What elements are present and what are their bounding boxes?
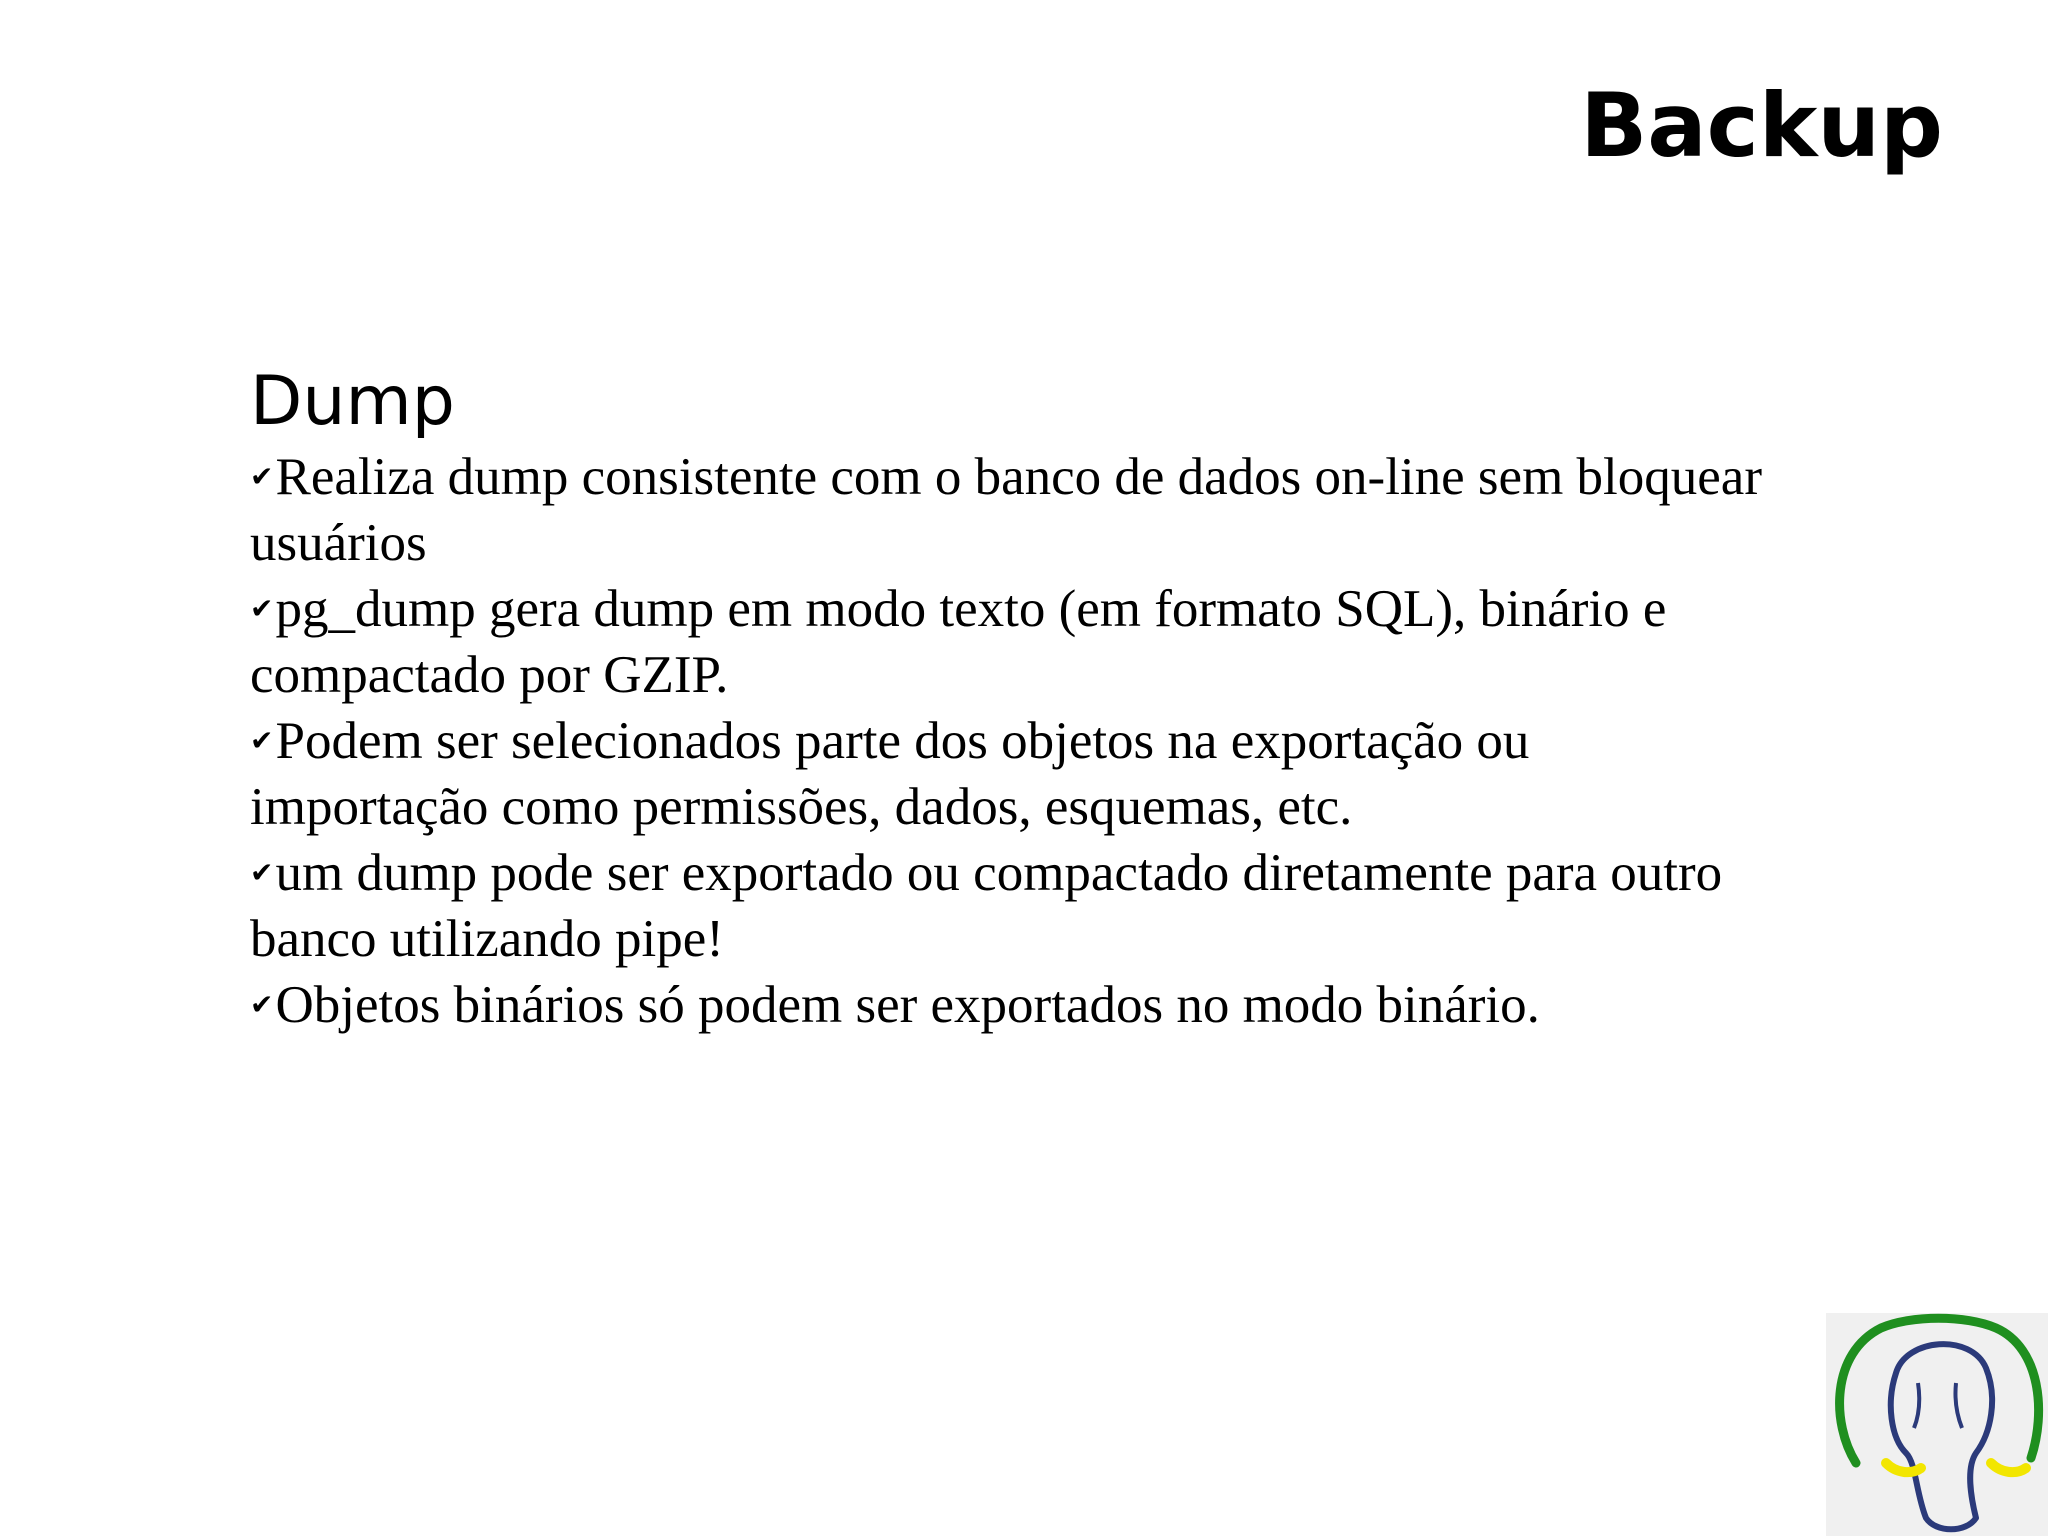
bullet-text: um dump pode ser exportado ou compactado diretamente para outro banco utilizando pipe! xyxy=(250,843,1723,968)
bullet-item xyxy=(250,840,1770,972)
slide-title: Backup xyxy=(1580,74,1943,177)
checkmark-icon: ✔ xyxy=(250,591,274,625)
bullet-list xyxy=(250,444,1770,1038)
slide-content xyxy=(250,362,1770,1038)
checkmark-icon: ✔ xyxy=(250,723,274,757)
checkmark-icon: ✔ xyxy=(250,459,274,493)
bullet-text: Objetos binários só podem ser exportados no modo binário. xyxy=(275,975,1540,1034)
section-heading: Dump xyxy=(250,362,455,441)
bullet-item xyxy=(250,444,1770,576)
checkmark-icon: ✔ xyxy=(250,855,274,889)
checkmark-icon: ✔ xyxy=(250,987,274,1021)
bullet-item xyxy=(250,708,1770,840)
bullet-item xyxy=(250,972,1770,1038)
bullet-item xyxy=(250,576,1770,708)
bullet-text: pg_dump gera dump em modo texto (em formato SQL), binário e compactado por GZIP. xyxy=(250,579,1667,704)
bullet-text: Realiza dump consistente com o banco de dados on-line sem bloquear usuários xyxy=(250,447,1762,572)
bullet-text: Podem ser selecionados parte dos objetos na exportação ou importação como permissões, dados, esquemas, etc. xyxy=(250,711,1530,836)
postgresql-elephant-icon xyxy=(1826,1313,2048,1536)
